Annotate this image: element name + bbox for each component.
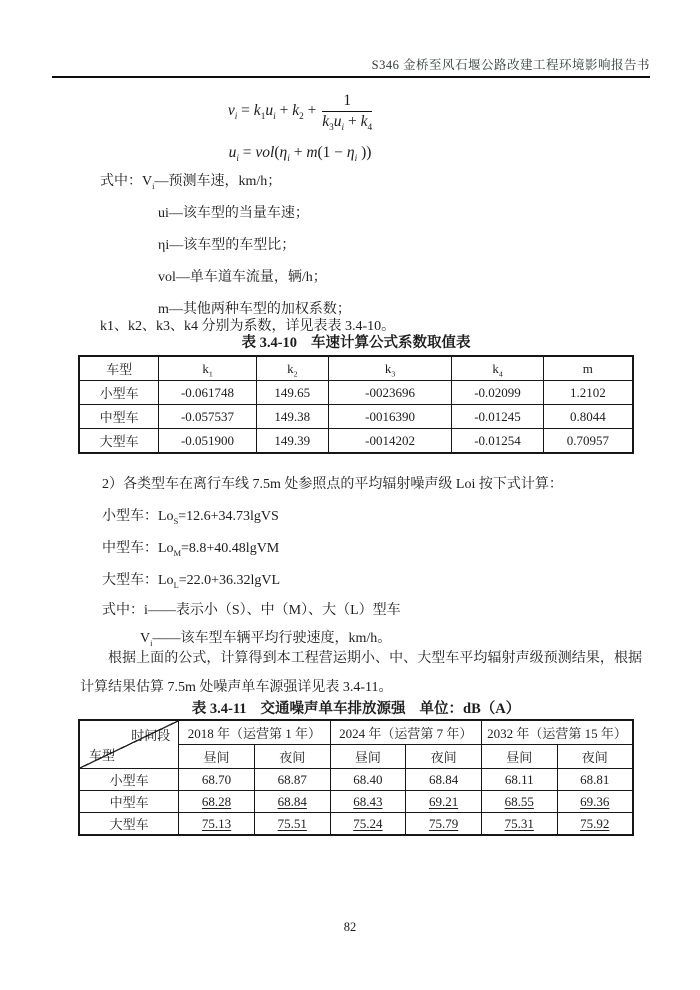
table-cell: -0.057537 [159, 405, 257, 429]
table-header-row-years [79, 720, 633, 745]
table-cell: 68.84 [254, 791, 330, 813]
table-row [79, 405, 633, 429]
subheader-day: 昼间 [481, 745, 557, 769]
table11-unit: 单位：dB（A） [419, 701, 521, 717]
coefficients-note: k1、k2、k3、k4 分别为系数，详见表表 3.4-10。 [100, 319, 396, 334]
def-ui: ui—该车型的当量车速； [158, 206, 309, 221]
table-cell: 75.79 [406, 813, 482, 836]
table11-title [78, 697, 634, 718]
table-cell: 68.55 [481, 791, 557, 813]
def-eta: ηi—该车型的车型比； [158, 238, 296, 253]
col-header-k4: $k_4$ [452, 356, 543, 381]
fraction-numerator: 1 [322, 92, 372, 112]
table-cell: 75.31 [481, 813, 557, 836]
table-cell: -0014202 [328, 429, 452, 454]
table-cell: 0.70957 [543, 429, 633, 454]
year-header-2032: 2032 年（运营第 15 年） [481, 720, 633, 745]
year-header-2018: 2018 年（运营第 1 年） [179, 720, 330, 745]
section2-intro: 2）各类型车在离行车线 7.5m 处参照点的平均辐射噪声级 Loi 按下式计算： [102, 477, 563, 492]
table-row-small-vehicle [79, 769, 633, 791]
table-cell: -0.01254 [452, 429, 543, 454]
coefficients-table [78, 355, 634, 454]
formula-lo-large: 大型车：$Lo_L=22.0+36.32lgVL$ [102, 573, 281, 590]
table-cell: -0.051900 [159, 429, 257, 454]
col-header-k1: $k_1$ [159, 356, 257, 381]
table-cell: 149.38 [256, 405, 328, 429]
section2-note-vi: $V_i——$该车型车辆平均行驶速度，km/h。 [140, 631, 392, 648]
table10-title [78, 331, 634, 352]
report-title: S346 金桥至风石堰公路改建工程环境影响报告书 [371, 58, 650, 72]
def-m: m—其他两种车型的加权系数； [158, 302, 351, 317]
row-label: 小型车 [79, 769, 179, 791]
table-cell: -0.061748 [159, 381, 257, 405]
table10-caption: 车速计算公式系数取值表 [311, 335, 471, 351]
formula-equivalent-volume [0, 144, 600, 165]
table-cell: 68.11 [481, 769, 557, 791]
table-cell: 75.92 [557, 813, 633, 836]
year-header-2024: 2024 年（运营第 7 年） [330, 720, 481, 745]
table11-label: 表 3.4-11 [191, 701, 247, 717]
row-label: 中型车 [79, 405, 159, 429]
table-cell: 1.2102 [543, 381, 633, 405]
diagonal-header-cell [79, 720, 179, 769]
table-cell: 68.28 [179, 791, 255, 813]
table-cell: 68.40 [330, 769, 406, 791]
subheader-day: 昼间 [179, 745, 255, 769]
row-label: 中型车 [79, 791, 179, 813]
formula-text: $u_i = vol(\eta_i + m(1 - \eta_i$ )) [228, 144, 372, 165]
table-cell: 68.70 [179, 769, 255, 791]
table-cell: -0.02099 [452, 381, 543, 405]
table-row-large-vehicle [79, 813, 633, 836]
formula-fraction [322, 92, 373, 134]
diagonal-label-vehicle: 车型 [89, 748, 116, 763]
table-cell: 0.8044 [543, 405, 633, 429]
table-cell: 69.21 [406, 791, 482, 813]
diagonal-label-period: 时间段 [131, 728, 171, 743]
table-cell: 68.81 [557, 769, 633, 791]
table-header-row [79, 356, 633, 381]
table-cell: 69.36 [557, 791, 633, 813]
formula-vehicle-speed [0, 92, 600, 134]
table11-caption: 交通噪声单车排放源强 [260, 701, 406, 717]
table-cell: 68.84 [406, 769, 482, 791]
subheader-night: 夜间 [557, 745, 633, 769]
row-label: 大型车 [79, 429, 159, 454]
table10-label: 表 3.4-10 [241, 335, 298, 351]
table-cell: 68.43 [330, 791, 406, 813]
table-cell: -0023696 [328, 381, 452, 405]
formula-left-part: $v_i = k_1u_i + k_2$ + [227, 102, 321, 123]
page-header [52, 55, 650, 78]
row-label: 大型车 [79, 813, 179, 836]
noise-source-table [78, 719, 634, 836]
col-header-k2: $k_2$ [256, 356, 328, 381]
subheader-night: 夜间 [406, 745, 482, 769]
table-cell: 75.51 [254, 813, 330, 836]
table-cell: 149.39 [256, 429, 328, 454]
def-vi: 式中：$V_i—$预测车速，km/h； [100, 174, 282, 191]
table-cell: -0.01245 [452, 405, 543, 429]
subheader-day: 昼间 [330, 745, 406, 769]
col-header-vehicle-type: 车型 [79, 356, 159, 381]
table-row [79, 381, 633, 405]
col-header-m: m [543, 356, 633, 381]
table-cell: 75.13 [179, 813, 255, 836]
table-row [79, 429, 633, 454]
table-cell: 68.87 [254, 769, 330, 791]
table-cell: 75.24 [330, 813, 406, 836]
table-cell: 149.65 [256, 381, 328, 405]
section2-note-i: 式中：i——表示小（S）、中（M）、大（L）型车 [102, 603, 401, 618]
def-vol: vol—单车道车流量，辆/h； [158, 270, 327, 285]
table-row-medium-vehicle [79, 791, 633, 813]
page-number: 82 [343, 920, 357, 934]
variable-definitions [78, 166, 638, 326]
fraction-denominator: $k_3u_i + k_4$ [322, 113, 373, 134]
row-label: 小型车 [79, 381, 159, 405]
formula-lo-medium: 中型车：$Lo_M=8.8+40.48lgVM$ [102, 541, 280, 558]
table-cell: -0016390 [328, 405, 452, 429]
col-header-k3: $k_3$ [328, 356, 452, 381]
result-paragraph: 根据上面的公式，计算得到本工程营运期小、中、大型车平均辐射声级预测结果，根据计算结果估算 7.5m 处噪声单车源强详见表 3.4-11。 [80, 651, 642, 695]
subheader-night: 夜间 [254, 745, 330, 769]
formula-lo-small: 小型车：$Lo_S=12.6+34.73lgVS$ [102, 509, 279, 526]
